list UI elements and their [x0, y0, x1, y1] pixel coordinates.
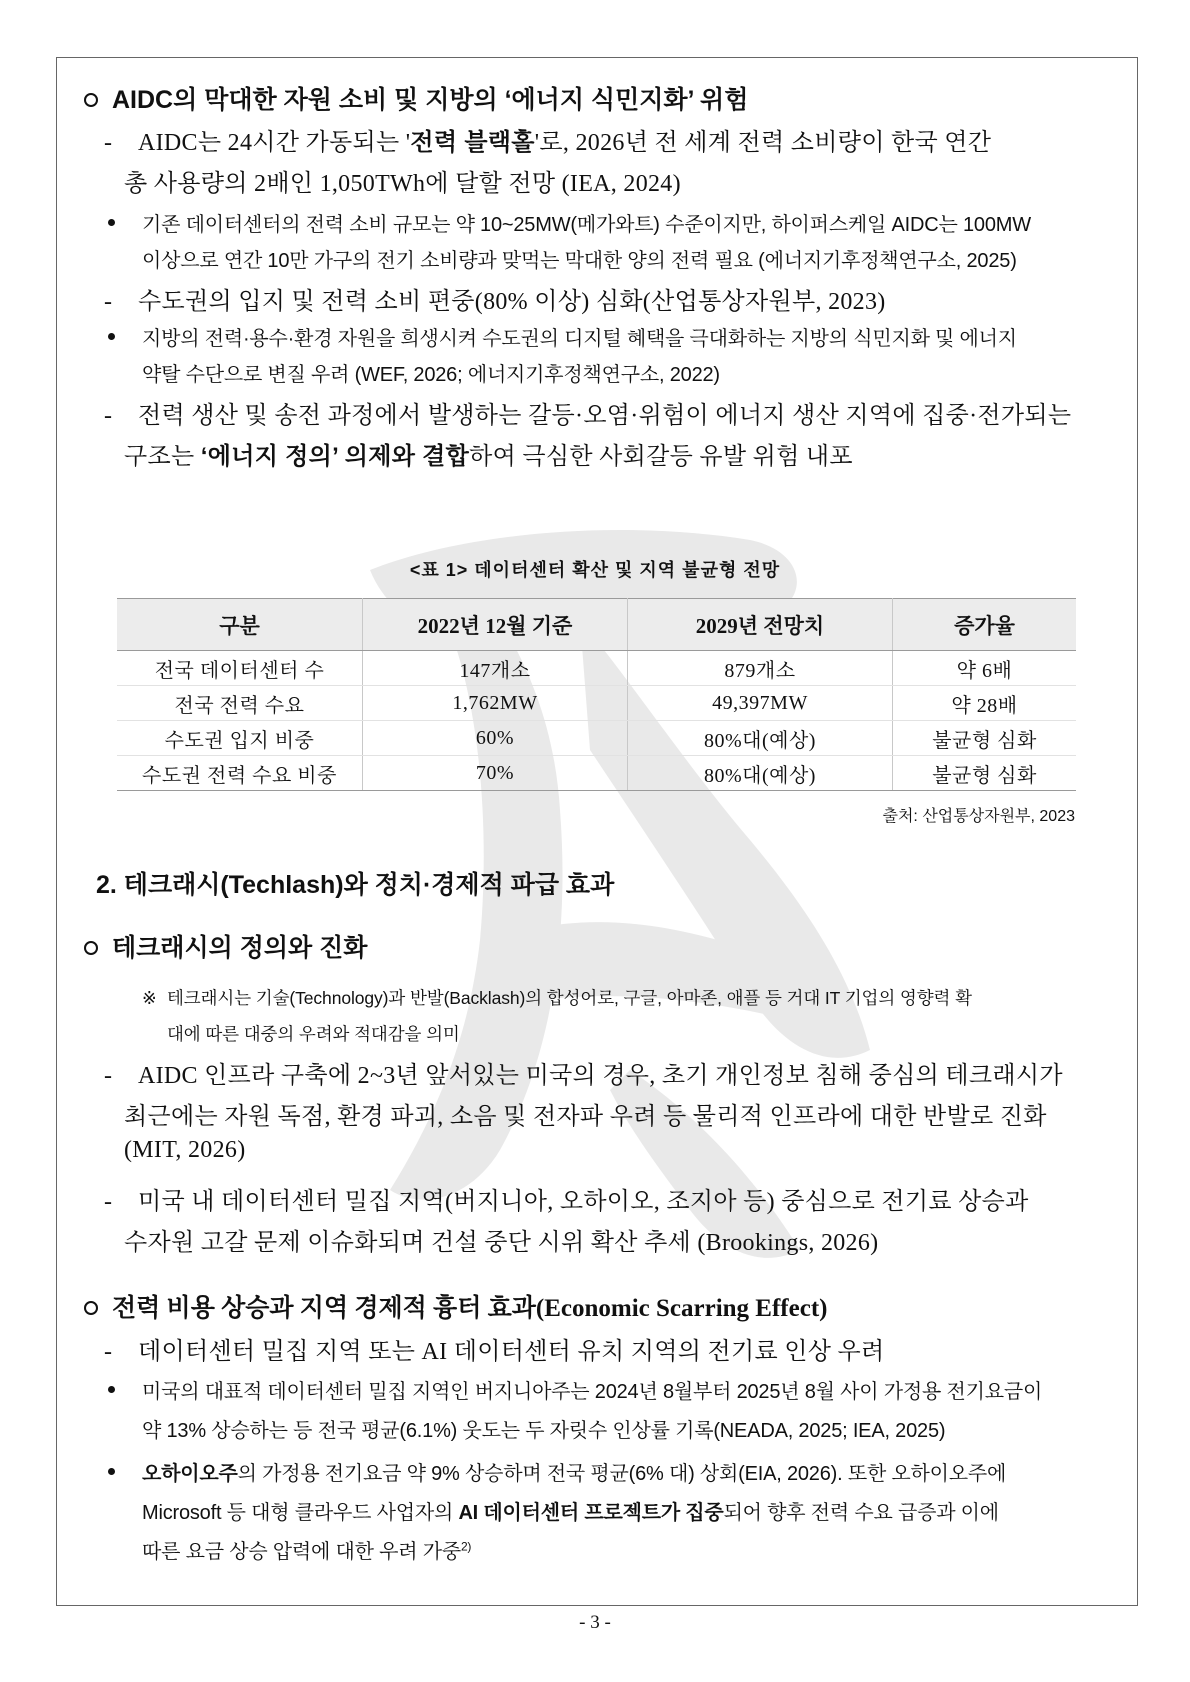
table-cell: 수도권 입지 비중: [117, 721, 363, 756]
bullet-dot-icon: [108, 219, 115, 226]
table-cell: 수도권 전력 수요 비중: [117, 756, 363, 791]
table-cell: 879개소: [628, 651, 893, 686]
dash-marker: -: [104, 130, 113, 156]
note-continuation: 대에 따른 대중의 우려와 적대감을 의미: [167, 1024, 460, 1044]
table-cell: 불균형 심화: [893, 721, 1077, 756]
hollow-circle-icon: [84, 93, 98, 107]
table-cell: 전국 데이터센터 수: [117, 651, 363, 686]
table-header-row: [117, 599, 1076, 651]
emphasis-text: 전력 블랙홀: [410, 129, 535, 156]
table-cell: 60%: [363, 721, 628, 756]
bullet-item-continuation: 약탈 수단으로 변질 우려 (WEF, 2026; 에너지기후정책연구소, 2022): [142, 364, 720, 386]
hollow-circle-icon: [84, 1301, 98, 1315]
bullet-item: 오하이오주의 가정용 전기요금 약 9% 상승하며 전국 평균(6% 대) 상회(EIA, 2026). 또한 오하이오주에: [108, 1457, 1006, 1486]
dash-item-continuation: 수자원 고갈 문제 이슈화되며 건설 중단 시위 확산 추세 (Brookings, 2026): [124, 1230, 879, 1256]
dash-marker: -: [104, 1339, 113, 1365]
dash-item: - AIDC는 24시간 가동되는 '전력 블랙홀'로, 2026년 전 세계 전력 소비량이 한국 연간: [104, 129, 992, 156]
dash-marker: -: [104, 289, 113, 315]
table-cell: 80%대(예상): [628, 756, 893, 791]
data-table: [117, 598, 1076, 791]
note-item: ※ 테크래시는 기술(Technology)과 반발(Backlash)의 합성어로, 구글, 아마존, 애플 등 거대 IT 기업의 영향력 확: [142, 988, 972, 1008]
dash-item-continuation: 구조는 ‘에너지 정의’ 의제와 결합하여 극심한 사회갈등 유발 위험 내포: [124, 443, 853, 470]
emphasis-text: ‘에너지 정의’ 의제와 결합: [200, 443, 470, 470]
section-heading-aidc: AIDC의 막대한 자원 소비 및 지방의 ‘에너지 식민지화’ 위험: [84, 80, 748, 116]
emphasis-text: 오하이오주: [142, 1463, 238, 1485]
table-cell: 70%: [363, 756, 628, 791]
table-row: [117, 686, 1076, 721]
table-source: 출처: 산업통상자원부, 2023: [882, 808, 1075, 825]
table-row: [117, 721, 1076, 756]
table-cell: 불균형 심화: [893, 756, 1077, 791]
table-header-cell: 2022년 12월 기준: [363, 599, 628, 651]
table-header-cell: 증가율: [893, 599, 1077, 651]
table-cell: 1,762MW: [363, 686, 628, 721]
dash-item: - 수도권의 입지 및 전력 소비 편중(80% 이상) 심화(산업통상자원부, 2023): [104, 289, 886, 315]
table-row: [117, 756, 1076, 791]
dash-item-continuation: (MIT, 2026): [124, 1137, 246, 1163]
emphasis-text: AI 데이터센터 프로젝트가 집중: [458, 1502, 724, 1524]
reference-mark: ※: [142, 988, 157, 1008]
dash-marker: -: [104, 403, 113, 429]
dash-marker: -: [104, 1189, 113, 1215]
footnote-ref[interactable]: 2): [460, 1539, 472, 1554]
dash-marker: -: [104, 1063, 113, 1089]
bullet-item: 미국의 대표적 데이터센터 밀집 지역인 버지니아주는 2024년 8월부터 2025년 8월 사이 가정용 전기요금이: [108, 1375, 1042, 1404]
table-row: [117, 651, 1076, 686]
bullet-item-continuation: 따른 요금 상승 압력에 대한 우려 가중$^{2)}$: [142, 1539, 472, 1563]
section-title: 2. 테크래시(Techlash)와 정치·경제적 파급 효과: [96, 871, 615, 899]
bullet-item-continuation: 이상으로 연간 10만 가구의 전기 소비량과 맞먹는 막대한 양의 전력 필요 (에너지기후정책연구소, 2025): [142, 250, 1017, 272]
bullet-dot-icon: [108, 1468, 115, 1475]
subsection-heading-techlash: 테크래시의 정의와 진화: [84, 928, 367, 964]
dash-item-continuation: 총 사용량의 2배인 1,050TWh에 달할 전망 (IEA, 2024): [124, 171, 681, 197]
bullet-item: 지방의 전력·용수·환경 자원을 희생시켜 수도권의 디지털 혜택을 극대화하는 지방의 식민지화 및 에너지: [108, 322, 1017, 351]
table-caption: <표 1> 데이터센터 확산 및 지역 불균형 전망: [409, 560, 781, 580]
table-cell: 49,397MW: [628, 686, 893, 721]
hollow-circle-icon: [84, 941, 98, 955]
bullet-dot-icon: [108, 333, 115, 340]
bullet-item-continuation: Microsoft 등 대형 클라우드 사업자의 AI 데이터센터 프로젝트가 집중되어 향후 전력 수요 급증과 이에: [142, 1502, 999, 1524]
dash-item: - AIDC 인프라 구축에 2~3년 앞서있는 미국의 경우, 초기 개인정보 침해 중심의 테크래시가: [104, 1063, 1063, 1089]
dash-item: - 데이터센터 밀집 지역 또는 AI 데이터센터 유치 지역의 전기료 인상 우려: [104, 1339, 885, 1365]
page-number: - 3 -: [579, 1612, 611, 1633]
table-cell: 약 6배: [893, 651, 1077, 686]
bullet-dot-icon: [108, 1386, 115, 1393]
dash-item: - 전력 생산 및 송전 과정에서 발생하는 갈등·오염·위험이 에너지 생산 지역에 집중·전가되는: [104, 403, 1072, 429]
dash-item-continuation: 최근에는 자원 독점, 환경 파괴, 소음 및 전자파 우려 등 물리적 인프라에 대한 반발로 진화: [124, 1104, 1047, 1130]
table-cell: 약 28배: [893, 686, 1077, 721]
table-cell: 147개소: [363, 651, 628, 686]
table-header-cell: 구분: [117, 599, 363, 651]
dash-item: - 미국 내 데이터센터 밀집 지역(버지니아, 오하이오, 조지아 등) 중심으로 전기료 상승과: [104, 1189, 1029, 1215]
table-cell: 80%대(예상): [628, 721, 893, 756]
table-cell: 전국 전력 수요: [117, 686, 363, 721]
table-header-cell: 2029년 전망치: [628, 599, 893, 651]
bullet-item-continuation: 약 13% 상승하는 등 전국 평균(6.1%) 웃도는 두 자릿수 인상률 기록(NEADA, 2025; IEA, 2025): [142, 1420, 946, 1442]
bullet-item: 기존 데이터센터의 전력 소비 규모는 약 10~25MW(메가와트) 수준이지만, 하이퍼스케일 AIDC는 100MW: [108, 208, 1031, 237]
subsection-heading-scarring: 전력 비용 상승과 지역 경제적 흉터 효과(Economic Scarring Effect): [84, 1288, 827, 1324]
